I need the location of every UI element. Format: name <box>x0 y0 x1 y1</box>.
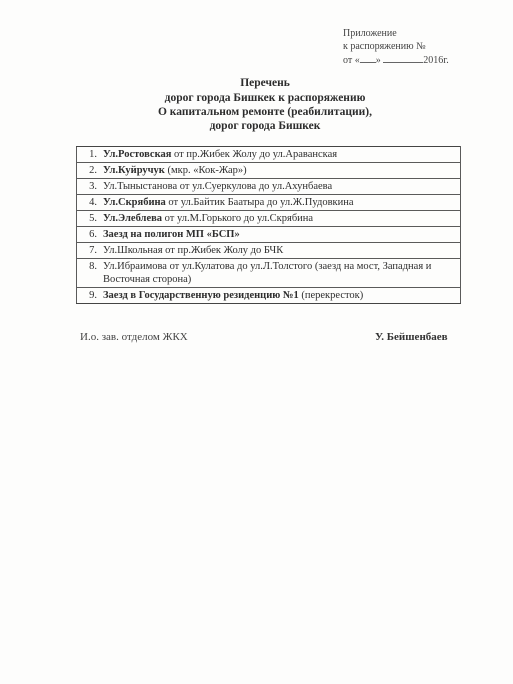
signatory-name: У. Бейшенбаев <box>375 331 448 343</box>
road-details: Ул.Школьная от пр.Жибек Жолу до БЧК <box>103 245 284 256</box>
appendix-date-line <box>343 53 449 67</box>
document-heading <box>130 76 400 133</box>
road-description <box>99 288 461 304</box>
appendix-line-2: к распоряжению № <box>343 41 426 52</box>
road-description <box>99 227 461 243</box>
road-description <box>99 243 461 259</box>
road-name-bold: Ул.Элеблева <box>103 213 163 224</box>
road-description <box>99 179 461 195</box>
row-number: 9. <box>77 288 100 304</box>
signatory-position: И.о. зав. отделом ЖКХ <box>80 331 188 343</box>
road-name-bold: Ул.Куйручук <box>103 165 165 176</box>
road-details: от ул.М.Горького до ул.Скрябина <box>162 213 314 224</box>
roads-table <box>76 146 461 304</box>
roads-table-body <box>77 147 461 304</box>
row-number: 5. <box>77 211 100 227</box>
road-details: (мкр. «Кок-Жар») <box>164 165 247 176</box>
appendix-date-prefix: от « <box>343 55 360 66</box>
road-description <box>99 195 461 211</box>
row-number: 8. <box>77 259 100 288</box>
table-row <box>77 243 461 259</box>
road-details: Ул.Тыныстанова от ул.Суеркулова до ул.Ахунбаева <box>103 181 333 192</box>
date-month-blank <box>383 53 423 63</box>
road-details: от пр.Жибек Жолу до ул.Араванская <box>171 149 338 160</box>
appendix-date-suffix: 2016г. <box>423 55 449 66</box>
road-name-bold: Заезд в Государственную резиденцию №1 <box>103 290 299 301</box>
table-row <box>77 179 461 195</box>
row-number: 2. <box>77 163 100 179</box>
row-number: 1. <box>77 147 100 163</box>
table-row <box>77 147 461 163</box>
heading-line-2: О капитальном ремонте (реабилитации), <box>157 106 372 118</box>
road-details: Ул.Ибраимова от ул.Кулатова до ул.Л.Толстого (заезд на мост, Западная и Восточная сторона) <box>103 261 432 285</box>
heading-line-1: дорог города Бишкек к распоряжению <box>164 92 366 104</box>
appendix-line-1: Приложение <box>343 28 397 39</box>
road-name-bold: Ул.Ростовская <box>103 149 172 160</box>
row-number: 4. <box>77 195 100 211</box>
road-name-bold: Ул.Скрябина <box>103 197 166 208</box>
road-details: от ул.Байтик Баатыра до ул.Ж.Пудовкина <box>165 197 354 208</box>
road-description <box>99 259 461 288</box>
table-row <box>77 195 461 211</box>
table-row <box>77 288 461 304</box>
road-name-bold: Заезд на полигон МП «БСП» <box>103 229 240 240</box>
heading-title: Перечень <box>240 77 290 89</box>
appendix-note <box>343 27 449 67</box>
table-row <box>77 227 461 243</box>
road-description <box>99 211 461 227</box>
road-details: (перекресток) <box>298 290 364 301</box>
table-row <box>77 163 461 179</box>
row-number: 3. <box>77 179 100 195</box>
table-row <box>77 259 461 288</box>
date-day-blank <box>360 53 376 63</box>
road-description <box>99 147 461 163</box>
appendix-date-mid: » <box>375 55 381 66</box>
heading-line-3: дорог города Бишкек <box>209 120 321 132</box>
road-description <box>99 163 461 179</box>
row-number: 6. <box>77 227 100 243</box>
row-number: 7. <box>77 243 100 259</box>
table-row <box>77 211 461 227</box>
